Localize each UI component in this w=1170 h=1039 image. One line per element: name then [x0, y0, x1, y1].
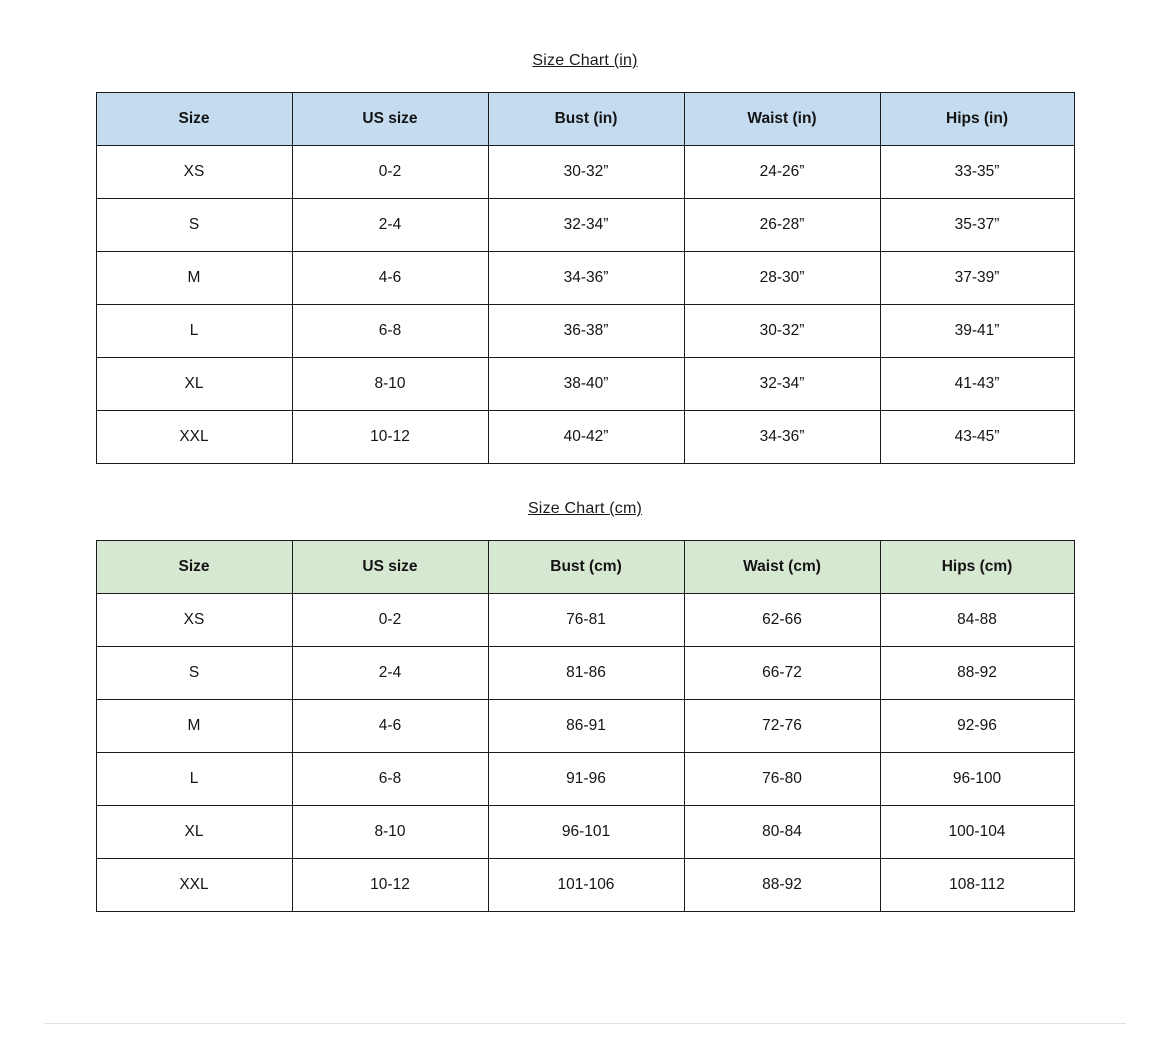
size-chart-centimeters-block	[0, 500, 1170, 912]
table-row	[96, 806, 1074, 859]
cell-waist: 26-28”	[684, 199, 880, 252]
cell-size: XL	[96, 358, 292, 411]
table-row	[96, 859, 1074, 912]
cell-hips: 37-39”	[880, 252, 1074, 305]
cell-hips: 100-104	[880, 806, 1074, 859]
cell-us-size: 4-6	[292, 700, 488, 753]
cell-size: XS	[96, 146, 292, 199]
column-header-size: Size	[96, 541, 292, 594]
table-row	[96, 305, 1074, 358]
table-header-row	[96, 93, 1074, 146]
size-chart-inches-block	[0, 52, 1170, 464]
page-title-centimeters: Size Chart (cm)	[527, 500, 643, 517]
cell-waist: 76-80	[684, 753, 880, 806]
cell-size: S	[96, 199, 292, 252]
column-header-bust: Bust (in)	[488, 93, 684, 146]
column-header-us-size: US size	[292, 93, 488, 146]
cell-us-size: 8-10	[292, 358, 488, 411]
size-table-centimeters	[96, 540, 1075, 912]
column-header-waist: Waist (cm)	[684, 541, 880, 594]
table-header-row	[96, 541, 1074, 594]
cell-bust: 96-101	[488, 806, 684, 859]
cell-waist: 88-92	[684, 859, 880, 912]
column-header-us-size: US size	[292, 541, 488, 594]
size-table-inches	[96, 92, 1075, 464]
table-row	[96, 594, 1074, 647]
table-row	[96, 358, 1074, 411]
table-row	[96, 753, 1074, 806]
cell-us-size: 10-12	[292, 411, 488, 464]
cell-hips: 88-92	[880, 647, 1074, 700]
cell-size: XS	[96, 594, 292, 647]
cell-hips: 92-96	[880, 700, 1074, 753]
cell-waist: 80-84	[684, 806, 880, 859]
table-row	[96, 199, 1074, 252]
cell-hips: 35-37”	[880, 199, 1074, 252]
cell-size: M	[96, 252, 292, 305]
cell-us-size: 10-12	[292, 859, 488, 912]
cell-bust: 76-81	[488, 594, 684, 647]
cell-waist: 32-34”	[684, 358, 880, 411]
cell-waist: 66-72	[684, 647, 880, 700]
column-header-hips: Hips (in)	[880, 93, 1074, 146]
cell-size: S	[96, 647, 292, 700]
cell-hips: 39-41”	[880, 305, 1074, 358]
cell-waist: 28-30”	[684, 252, 880, 305]
cell-bust: 91-96	[488, 753, 684, 806]
cell-us-size: 6-8	[292, 305, 488, 358]
page-title-inches: Size Chart (in)	[532, 52, 638, 69]
cell-us-size: 2-4	[292, 647, 488, 700]
cell-hips: 96-100	[880, 753, 1074, 806]
cell-bust: 34-36”	[488, 252, 684, 305]
cell-size: L	[96, 753, 292, 806]
table-row	[96, 700, 1074, 753]
cell-hips: 41-43”	[880, 358, 1074, 411]
cell-bust: 81-86	[488, 647, 684, 700]
cell-bust: 38-40”	[488, 358, 684, 411]
cell-us-size: 2-4	[292, 199, 488, 252]
cell-size: M	[96, 700, 292, 753]
column-header-size: Size	[96, 93, 292, 146]
cell-us-size: 0-2	[292, 146, 488, 199]
cell-waist: 24-26”	[684, 146, 880, 199]
cell-us-size: 6-8	[292, 753, 488, 806]
cell-bust: 36-38”	[488, 305, 684, 358]
cell-hips: 43-45”	[880, 411, 1074, 464]
cell-us-size: 8-10	[292, 806, 488, 859]
cell-waist: 30-32”	[684, 305, 880, 358]
cell-bust: 30-32”	[488, 146, 684, 199]
table-row	[96, 411, 1074, 464]
cell-size: L	[96, 305, 292, 358]
page-divider	[44, 1023, 1126, 1024]
column-header-hips: Hips (cm)	[880, 541, 1074, 594]
cell-hips: 108-112	[880, 859, 1074, 912]
cell-size: XXL	[96, 411, 292, 464]
table-row	[96, 647, 1074, 700]
size-chart-document	[0, 52, 1170, 1039]
table-row	[96, 252, 1074, 305]
cell-size: XL	[96, 806, 292, 859]
cell-waist: 62-66	[684, 594, 880, 647]
cell-hips: 33-35”	[880, 146, 1074, 199]
table-row	[96, 146, 1074, 199]
cell-us-size: 4-6	[292, 252, 488, 305]
cell-waist: 34-36”	[684, 411, 880, 464]
cell-waist: 72-76	[684, 700, 880, 753]
cell-hips: 84-88	[880, 594, 1074, 647]
cell-bust: 101-106	[488, 859, 684, 912]
column-header-bust: Bust (cm)	[488, 541, 684, 594]
cell-bust: 32-34”	[488, 199, 684, 252]
cell-us-size: 0-2	[292, 594, 488, 647]
cell-bust: 86-91	[488, 700, 684, 753]
column-header-waist: Waist (in)	[684, 93, 880, 146]
cell-size: XXL	[96, 859, 292, 912]
cell-bust: 40-42”	[488, 411, 684, 464]
